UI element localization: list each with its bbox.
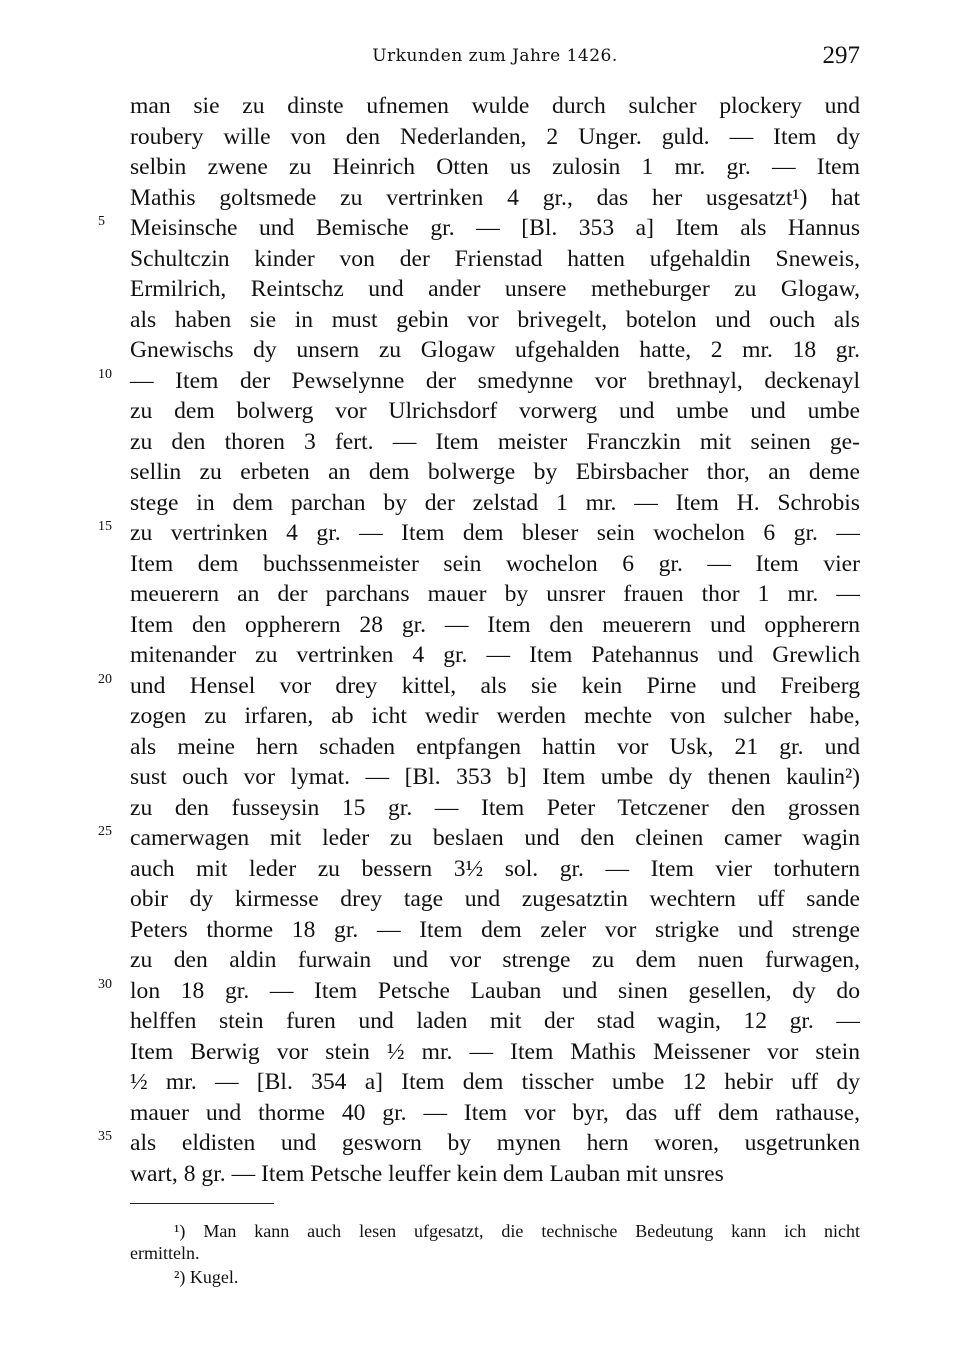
- text-line-content: mitenander zu vertrinken 4 gr. — Item Patehannus und Grewlich: [130, 642, 860, 668]
- text-line-content: Item den oppherern 28 gr. — Item den meuerern und oppherern: [130, 611, 860, 638]
- text-line-content: selbin zwene zu Heinrich Otten us zulosin 1 mr. gr. — Item: [130, 154, 860, 180]
- text-line-content: roubery wille von den Nederlanden, 2 Unger. guld. — Item dy: [130, 123, 860, 150]
- text-line: [130, 152, 860, 183]
- text-line-content: stege in dem parchan by der zelstad 1 mr. — Item H. Schrobis: [130, 489, 860, 516]
- main-text: [98, 91, 860, 1189]
- text-line-content: auch mit leder zu bessern 3½ sol. gr. — Item vier torhutern: [130, 855, 860, 882]
- text-line-content: Gnewischs dy unsern zu Glogaw ufgehalden hatte, 2 mr. 18 gr.: [130, 337, 860, 363]
- text-line-content: Peters thorme 18 gr. — Item dem zeler vor strigke und strenge: [130, 916, 860, 943]
- text-line-content: als eldisten und gesworn by mynen hern woren, usgetrunken: [130, 1130, 860, 1156]
- text-line: [130, 335, 860, 366]
- text-line: [130, 396, 860, 427]
- text-line: [98, 823, 860, 854]
- text-line: [98, 518, 860, 549]
- text-line: [98, 1128, 860, 1159]
- text-line-content: — Item der Pewselynne der smedynne vor brethnayl, deckenayl: [130, 367, 860, 394]
- line-number: 35: [98, 1129, 112, 1144]
- text-line-content: Item dem buchssenmeister sein wochelon 6 gr. — Item vier: [130, 550, 860, 577]
- text-line: [130, 91, 860, 122]
- text-line-content: zu dem bolwerg vor Ulrichsdorf vorwerg und umbe und umbe: [130, 398, 860, 424]
- text-line-content: Item Berwig vor stein ½ mr. — Item Mathis Meissener vor stein: [130, 1038, 860, 1065]
- text-line: [130, 549, 860, 580]
- text-line-content: Mathis goltsmede zu vertrinken 4 gr., das her usgesatzt¹) hat: [130, 184, 860, 211]
- text-line-content: wart, 8 gr. — Item Petsche leuffer kein dem Lauban mit unsres: [130, 1160, 724, 1187]
- text-line-content: obir dy kirmesse drey tage und zugesatztin wechtern uff sande: [130, 886, 860, 912]
- text-line: [130, 579, 860, 610]
- text-line: [130, 640, 860, 671]
- text-line: [130, 305, 860, 336]
- text-line: [130, 1098, 860, 1129]
- text-line-content: meuerern an der parchans mauer by unsrer frauen thor 1 mr. —: [130, 581, 860, 607]
- text-line-content: zu den aldin furwain und vor strenge zu dem nuen furwagen,: [130, 947, 860, 973]
- text-line: [98, 976, 860, 1007]
- text-line-content: sust ouch vor lymat. — [Bl. 353 b] Item umbe dy thenen kaulin²): [130, 764, 860, 790]
- text-line: [130, 854, 860, 885]
- text-line: [130, 244, 860, 275]
- text-line: [130, 915, 860, 946]
- text-line: [130, 1037, 860, 1068]
- text-line: [98, 366, 860, 397]
- text-line: [130, 122, 860, 153]
- text-line-content: zu den thoren 3 fert. — Item meister Franczkin mit seinen ge-: [130, 428, 860, 455]
- text-line: [130, 945, 860, 976]
- text-line-content: und Hensel vor drey kittel, als sie kein Pirne und Freiberg: [130, 672, 860, 699]
- footnotes: [130, 1220, 860, 1288]
- text-line: [130, 884, 860, 915]
- line-number: 15: [98, 519, 112, 534]
- line-number: 25: [98, 824, 112, 839]
- text-line: [98, 213, 860, 244]
- text-line-content: camerwagen mit leder zu beslaen und den cleinen camer wagin: [130, 825, 860, 851]
- footnote-rule: [130, 1203, 274, 1204]
- running-head: Urkunden zum Jahre 1426.: [372, 46, 618, 66]
- text-line: [130, 793, 860, 824]
- text-line: [130, 274, 860, 305]
- text-line: [130, 732, 860, 763]
- page-header: [130, 40, 860, 76]
- line-number: 5: [98, 214, 105, 229]
- footnote-1-continuation: ermitteln.: [130, 1243, 200, 1263]
- text-line: [130, 488, 860, 519]
- text-line: [130, 457, 860, 488]
- text-line-content: sellin zu erbeten an dem bolwerge by Ebirsbacher thor, an deme: [130, 459, 860, 485]
- text-line: [130, 1006, 860, 1037]
- text-line-content: zogen zu irfaren, ab icht wedir werden mechte von sulcher habe,: [130, 703, 860, 729]
- text-line: [130, 183, 860, 214]
- line-number: 10: [98, 366, 112, 382]
- text-line-content: als haben sie in must gebin vor brivegelt, botelon und ouch als: [130, 306, 860, 333]
- text-line-content: Meisinsche und Bemische gr. — [Bl. 353 a] Item als Hannus: [130, 215, 860, 241]
- text-line: [98, 671, 860, 702]
- page-number: 297: [822, 42, 860, 69]
- text-line-content: zu den fusseysin 15 gr. — Item Peter Tetczener den grossen: [130, 794, 860, 821]
- line-number: 30: [98, 976, 112, 992]
- line-number: 20: [98, 671, 112, 687]
- text-line: [130, 1067, 860, 1098]
- footnote-1: ¹) Man kann auch lesen ufgesatzt, die technische Bedeutung kann ich nicht: [174, 1221, 860, 1241]
- text-line-content: Schultczin kinder von der Frienstad hatten ufgehaldin Sneweis,: [130, 245, 860, 272]
- text-line-content: ½ mr. — [Bl. 354 a] Item dem tisscher umbe 12 hebir uff dy: [130, 1069, 860, 1095]
- text-line-content: lon 18 gr. — Item Petsche Lauban und sinen gesellen, dy do: [130, 977, 860, 1004]
- text-line-content: man sie zu dinste ufnemen wulde durch sulcher plockery und: [130, 93, 860, 119]
- text-line: [130, 762, 860, 793]
- text-line-content: zu vertrinken 4 gr. — Item dem bleser sein wochelon 6 gr. —: [130, 520, 860, 546]
- text-line-content: als meine hern schaden entpfangen hattin vor Usk, 21 gr. und: [130, 733, 860, 760]
- text-line: [130, 427, 860, 458]
- text-line-content: Ermilrich, Reintschz und ander unsere metheburger zu Glogaw,: [130, 276, 860, 302]
- text-line-content: helffen stein furen und laden mit der stad wagin, 12 gr. —: [130, 1008, 860, 1034]
- text-line: [130, 701, 860, 732]
- footnote-2: ²) Kugel.: [174, 1267, 239, 1287]
- text-line: [130, 610, 860, 641]
- text-line: [130, 1159, 860, 1190]
- text-line-content: mauer und thorme 40 gr. — Item vor byr, das uff dem rathause,: [130, 1099, 860, 1126]
